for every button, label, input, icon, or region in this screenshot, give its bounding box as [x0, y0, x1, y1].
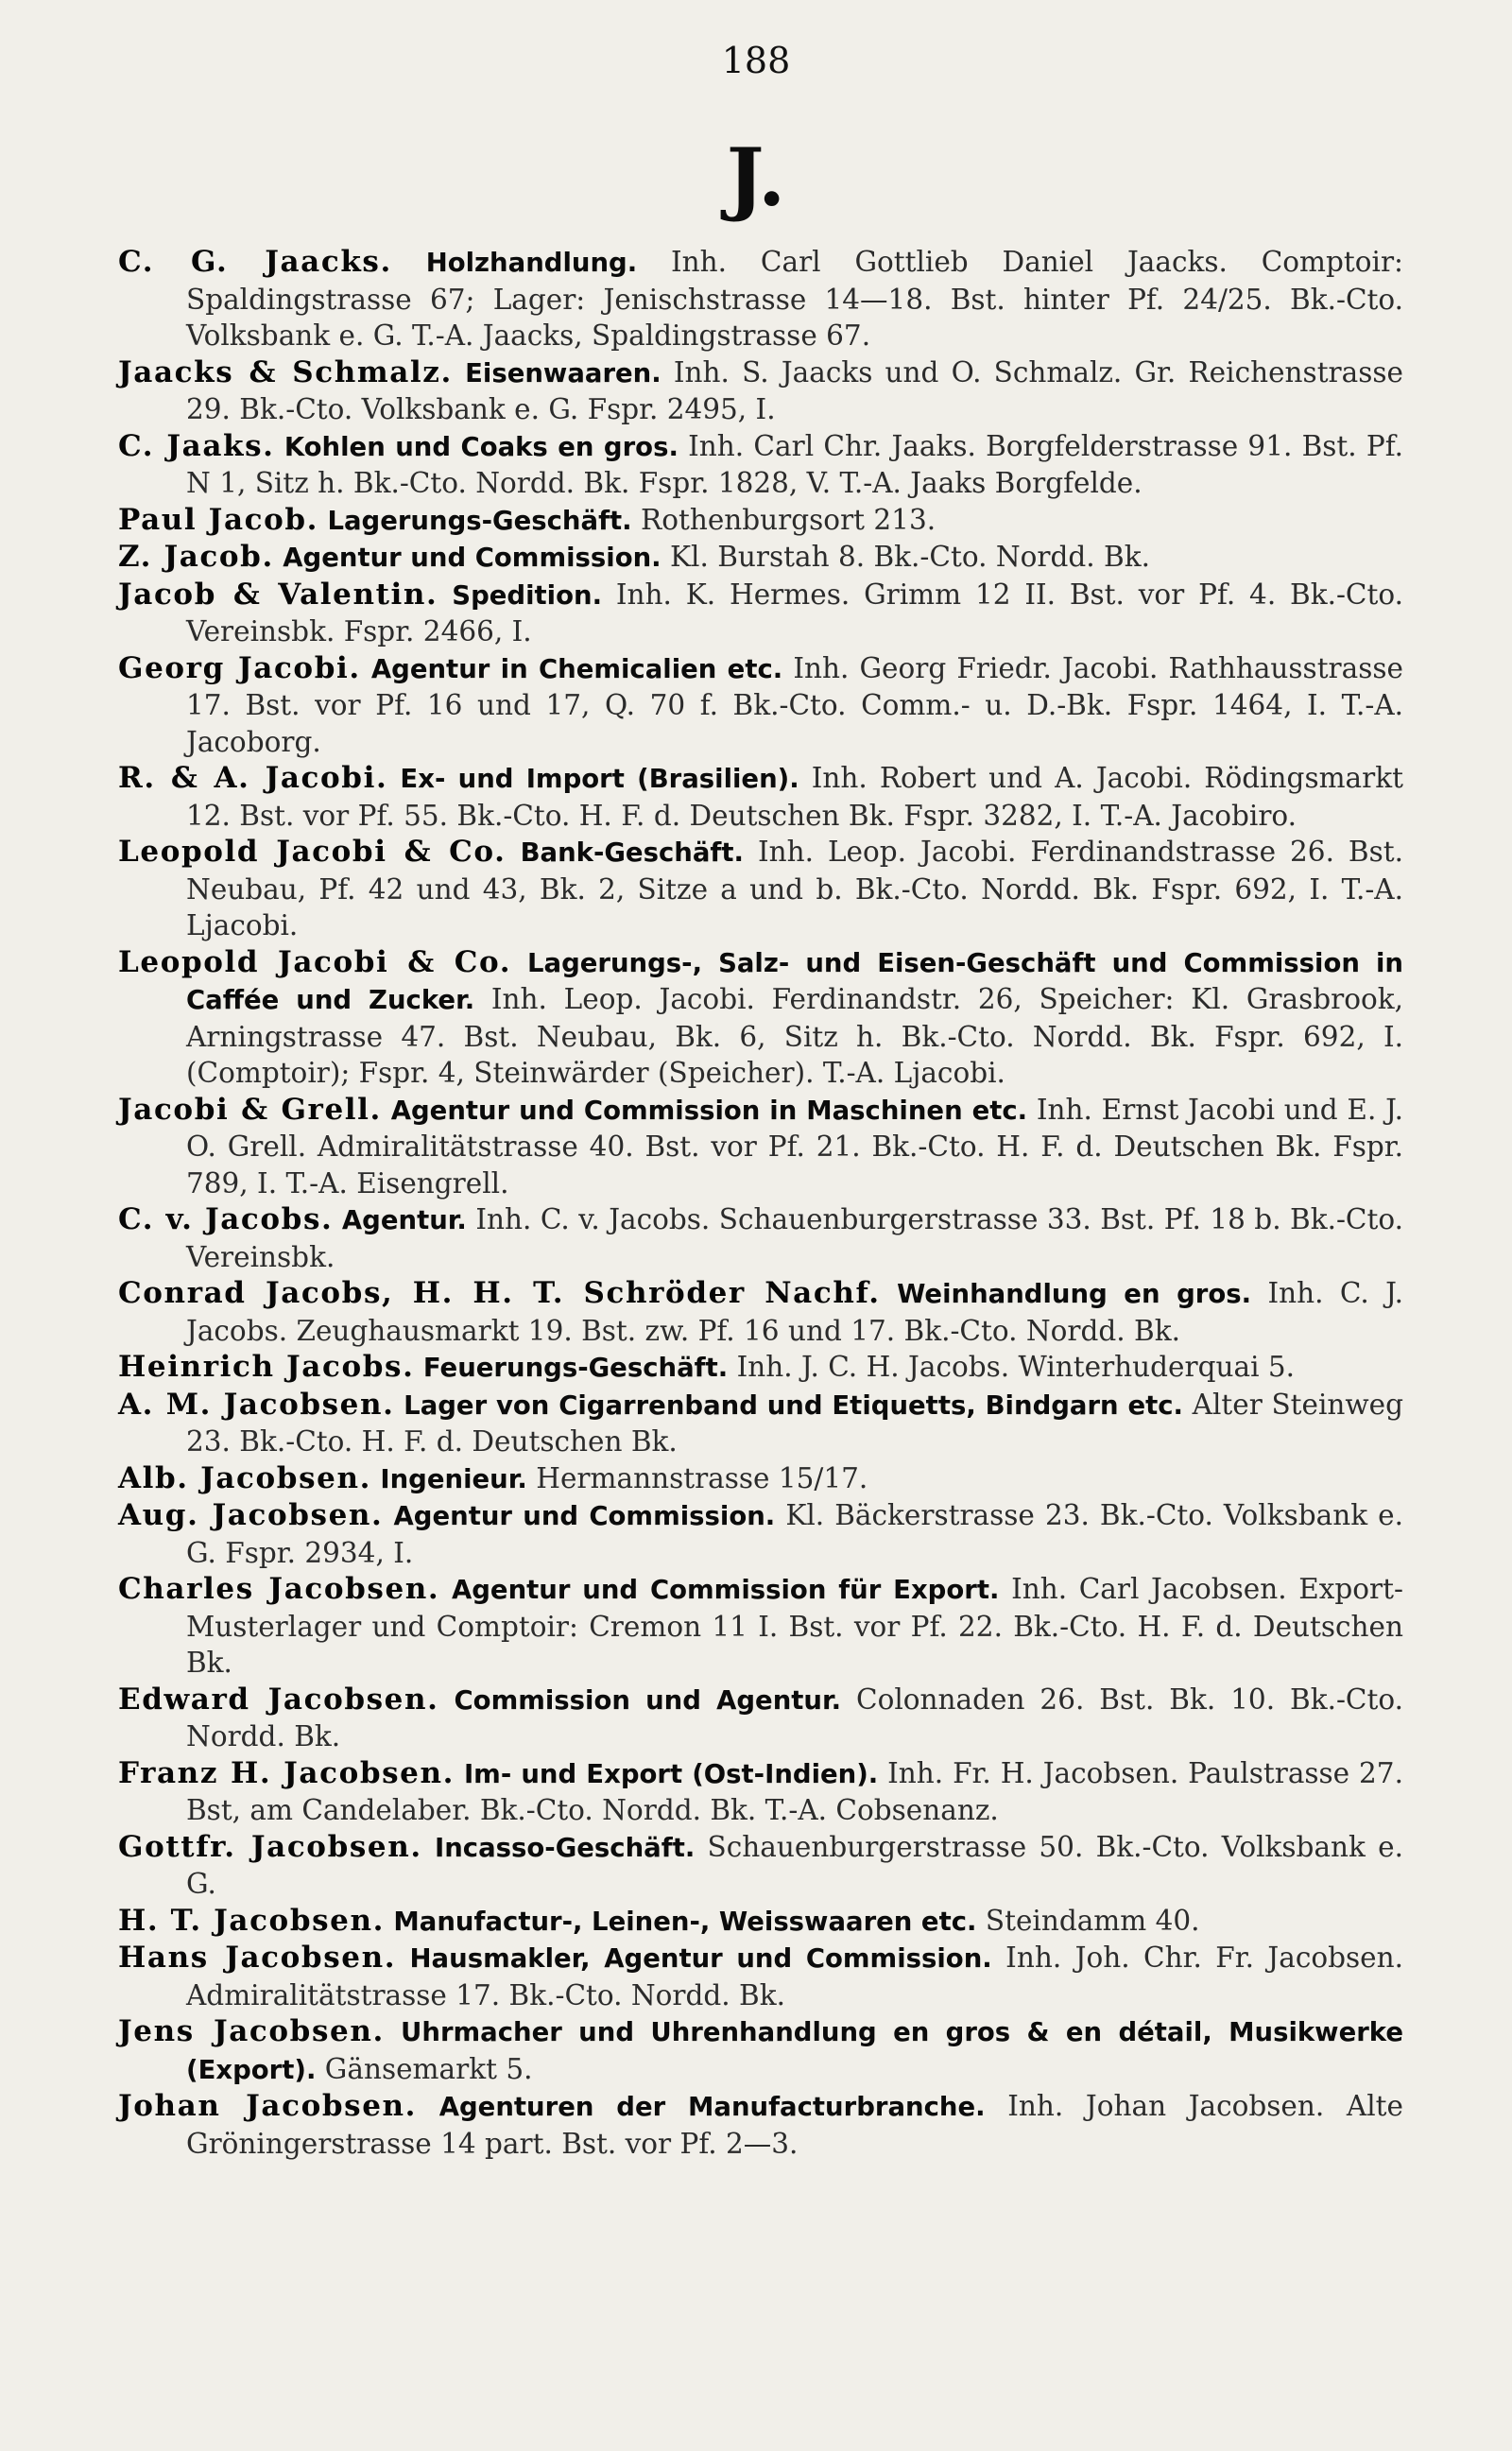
entry-trade: Agentur in Chemicalien etc.: [370, 653, 783, 684]
entry-details: Inh. Carl Gottlieb Daniel Jaacks. Comptoir: Spaldingstrasse 67; Lager: Jenischstrasse 14—18. Bst. hinter Pf. 24/25. Bk.-Cto. Volksbank e. G. T.-A. Jaacks, Spaldingstrasse 67.: [186, 246, 1403, 352]
entry-firm-name: Hans Jacobsen.: [118, 1941, 397, 1975]
directory-entry: [118, 577, 1403, 650]
directory-entry: [118, 1497, 1403, 1571]
entry-trade: Agentur.: [341, 1205, 467, 1235]
entry-trade: Lagerungs-Geschäft.: [327, 505, 632, 536]
entry-firm-name: Heinrich Jacobs.: [118, 1350, 415, 1384]
entry-trade: Ex- und Import (Brasilien).: [400, 764, 799, 794]
entry-details: Inh. Joh. Chr. Fr. Jacobsen. Admiralitätstrasse 17. Bk.-Cto. Nordd. Bk.: [186, 1942, 1403, 2011]
entry-details: Inh. Georg Friedr. Jacobi. Rathhausstrasse 17. Bst. vor Pf. 16 und 17, Q. 70 f. Bk.-Cto. Comm.- u. D.-Bk. Fspr. 1464, I. T.-A. Jacoborg.: [186, 651, 1403, 758]
directory-entry: [118, 1829, 1403, 1903]
entry-trade: Agentur und Commission.: [393, 1501, 776, 1531]
entry-firm-name: Jaacks & Schmalz.: [118, 354, 453, 389]
entry-details: Gänsemarkt 5.: [324, 2052, 533, 2085]
entry-details: Inh. J. C. H. Jacobs. Winterhuderquai 5.: [736, 1351, 1296, 1383]
entry-firm-name: Leopold Jacobi & Co.: [118, 835, 507, 869]
directory-entry: [118, 1682, 1403, 1755]
entry-firm-name: Georg Jacobi.: [118, 650, 361, 685]
entry-trade: Holzhandlung.: [425, 248, 638, 278]
entry-details: Inh. K. Hermes. Grimm 12 II. Bst. vor Pf. 4. Bk.-Cto. Vereinsbk. Fspr. 2466, I.: [186, 578, 1403, 647]
entry-firm-name: Aug. Jacobsen.: [118, 1498, 384, 1532]
entry-details: Inh. Robert und A. Jacobi. Rödingsmarkt 12. Bst. vor Pf. 55. Bk.-Cto. H. F. d. Deutschen Bk. Fspr. 3282, I. T.-A. Jacobiro.: [186, 762, 1403, 832]
entry-details: Alter Steinweg 23. Bk.-Cto. H. F. d. Deutschen Bk.: [186, 1388, 1403, 1458]
entry-firm-name: Conrad Jacobs, H. H. T. Schröder Nachf.: [118, 1276, 881, 1310]
entry-trade: Spedition.: [452, 579, 603, 611]
entry-details: Hermannstrasse 15/17.: [536, 1461, 868, 1494]
directory-entry: [118, 1903, 1403, 1941]
directory-entry: [118, 539, 1403, 577]
page-number: 188: [721, 40, 791, 81]
entry-firm-name: Paul Jacob.: [118, 502, 319, 537]
entry-details: Inh. Leop. Jacobi. Ferdinandstr. 26, Speicher: Kl. Grasbrook, Arningstrasse 47. Bst. Neubau, Bk. 6, Sitz h. Bk.-Cto. Nordd. Bk. Fspr. 692, I. (Comptoir); Fspr. 4, Steinwärder (Speicher). T.-A. Ljacobi.: [186, 983, 1403, 1089]
entry-firm-name: Franz H. Jacobsen.: [118, 1755, 455, 1790]
entry-firm-name: Charles Jacobsen.: [118, 1572, 440, 1606]
directory-entry: [118, 760, 1403, 834]
directory-entry: [118, 1460, 1403, 1498]
entry-firm-name: Johan Jacobsen.: [118, 2089, 418, 2123]
directory-entry: [118, 1275, 1403, 1349]
directory-entry: [118, 1571, 1403, 1682]
entry-trade: Im- und Export (Ost-Indien).: [463, 1758, 879, 1789]
entry-details: Kl. Burstah 8. Bk.-Cto. Nordd. Bk.: [670, 541, 1150, 573]
entry-trade: Hausmakler, Agentur und Commission.: [409, 1943, 992, 1974]
entry-trade: Incasso-Geschäft.: [435, 1832, 696, 1863]
entry-details: Kl. Bäckerstrasse 23. Bk.-Cto. Volksbank e. G. Fspr. 2934, I.: [186, 1499, 1403, 1569]
directory-entry: [118, 502, 1403, 540]
directory-entry: [118, 2013, 1403, 2088]
entry-details: Schauenburgerstrasse 50. Bk.-Cto. Volksbank e. G.: [186, 1830, 1403, 1900]
entry-firm-name: C. v. Jacobs.: [118, 1202, 334, 1236]
entry-trade: Ingenieur.: [380, 1463, 527, 1494]
entry-details: Inh. C. J. Jacobs. Zeughausmarkt 19. Bst. zw. Pf. 16 und 17. Bk.-Cto. Nordd. Bk.: [186, 1277, 1403, 1347]
entry-trade: Agentur und Commission in Maschinen etc.: [390, 1095, 1028, 1126]
entry-firm-name: Edward Jacobsen.: [118, 1682, 439, 1717]
directory-entry: [118, 2088, 1403, 2162]
directory-entry: [118, 944, 1403, 1092]
entry-firm-name: Gottfr. Jacobsen.: [118, 1829, 422, 1864]
entry-firm-name: Alb. Jacobsen.: [118, 1460, 371, 1495]
entry-details: Rothenburgsort 213.: [641, 503, 936, 536]
entry-trade: Lagerungs-, Salz- und Eisen-Geschäft und Commission in Caffée und Zucker.: [186, 947, 1403, 1015]
entry-details: Inh. Leop. Jacobi. Ferdinandstrasse 26. Bst. Neubau, Pf. 42 und 43, Bk. 2, Sitze a und b. Bk.-Cto. Nordd. Bk. Fspr. 692, I. T.-A. Ljacobi.: [186, 836, 1403, 941]
entry-details: Inh. S. Jaacks und O. Schmalz. Gr. Reichenstrasse 29. Bk.-Cto. Volksbank e. G. Fspr. 2495, I.: [186, 355, 1403, 425]
entry-trade: Kohlen und Coaks en gros.: [284, 431, 679, 462]
directory-entry: [118, 650, 1403, 761]
entry-firm-name: C. Jaaks.: [118, 428, 275, 463]
directory-entry: [118, 1387, 1403, 1460]
directory-entry: [118, 1201, 1403, 1275]
directory-entry: [118, 834, 1403, 944]
entry-firm-name: C. G. Jaacks.: [118, 245, 392, 279]
entry-firm-name: R. & A. Jacobi.: [118, 761, 388, 795]
entry-details: Inh. Ernst Jacobi und E. J. O. Grell. Admiralitätstrasse 40. Bst. vor Pf. 21. Bk.-Cto. H. F. d. Deutschen Bk. Fspr. 789, I. T.-A. Eisengrell.: [186, 1093, 1403, 1200]
section-heading: J.: [726, 130, 786, 224]
entry-details: Inh. C. v. Jacobs. Schauenburgerstrasse 33. Bst. Pf. 18 b. Bk.-Cto. Vereinsbk.: [186, 1203, 1403, 1273]
directory-entry: [118, 1755, 1403, 1829]
entry-trade: Agentur und Commission für Export.: [451, 1575, 1000, 1605]
entry-details: Inh. Johan Jacobsen. Alte Gröningerstrasse 14 part. Bst. vor Pf. 2—3.: [186, 2090, 1403, 2160]
directory-entry: [118, 428, 1403, 502]
entry-details: Colonnaden 26. Bst. Bk. 10. Bk.-Cto. Nordd. Bk.: [186, 1683, 1403, 1752]
entry-trade: Bank-Geschäft.: [520, 837, 744, 868]
entry-trade: Weinhandlung en gros.: [897, 1279, 1252, 1309]
directory-entry: [118, 1940, 1403, 2013]
entry-trade: Feuerungs-Geschäft.: [422, 1353, 729, 1383]
entry-firm-name: A. M. Jacobsen.: [118, 1387, 395, 1422]
entry-details: Steindamm 40.: [985, 1904, 1200, 1937]
entry-trade: Commission und Agentur.: [454, 1684, 842, 1716]
directory-entry: [118, 1092, 1403, 1202]
directory-entry: [118, 354, 1403, 428]
entry-trade: Agenturen der Manufacturbranche.: [438, 2092, 986, 2122]
entry-trade: Lager von Cigarrenband und Etiquetts, Bindgarn etc.: [404, 1389, 1184, 1421]
entry-firm-name: Leopold Jacobi & Co.: [118, 944, 512, 979]
entry-trade: Uhrmacher und Uhrenhandlung en gros & en détail, Musikwerke (Export).: [186, 2017, 1403, 2085]
directory-entry: [118, 244, 1403, 354]
entry-details: Inh. Fr. H. Jacobsen. Paulstrasse 27. Bst, am Candelaber. Bk.-Cto. Nordd. Bk. T.-A. Cobsenanz.: [186, 1756, 1403, 1826]
entry-firm-name: Jacobi & Grell.: [118, 1092, 382, 1127]
directory-entries: [118, 244, 1403, 2162]
entry-trade: Manufactur-, Leinen-, Weisswaaren etc.: [393, 1906, 977, 1937]
entry-details: Inh. Carl Jacobsen. Export-Musterlager und Comptoir: Cremon 11 I. Bst. vor Pf. 22. Bk.-Cto. H. F. d. Deutschen Bk.: [186, 1573, 1403, 1679]
entry-firm-name: Z. Jacob.: [118, 540, 274, 574]
entry-trade: Eisenwaaren.: [465, 357, 662, 388]
entry-details: Inh. Carl Chr. Jaaks. Borgfelderstrasse 91. Bst. Pf. N 1, Sitz h. Bk.-Cto. Nordd. Bk. Fspr. 1828, V. T.-A. Jaaks Borgfelde.: [186, 429, 1403, 499]
entry-firm-name: Jacob & Valentin.: [118, 577, 438, 612]
entry-trade: Agentur und Commission.: [283, 543, 662, 573]
entry-firm-name: H. T. Jacobsen.: [118, 1903, 386, 1938]
directory-entry: [118, 1349, 1403, 1387]
entry-firm-name: Jens Jacobsen.: [118, 2014, 385, 2048]
